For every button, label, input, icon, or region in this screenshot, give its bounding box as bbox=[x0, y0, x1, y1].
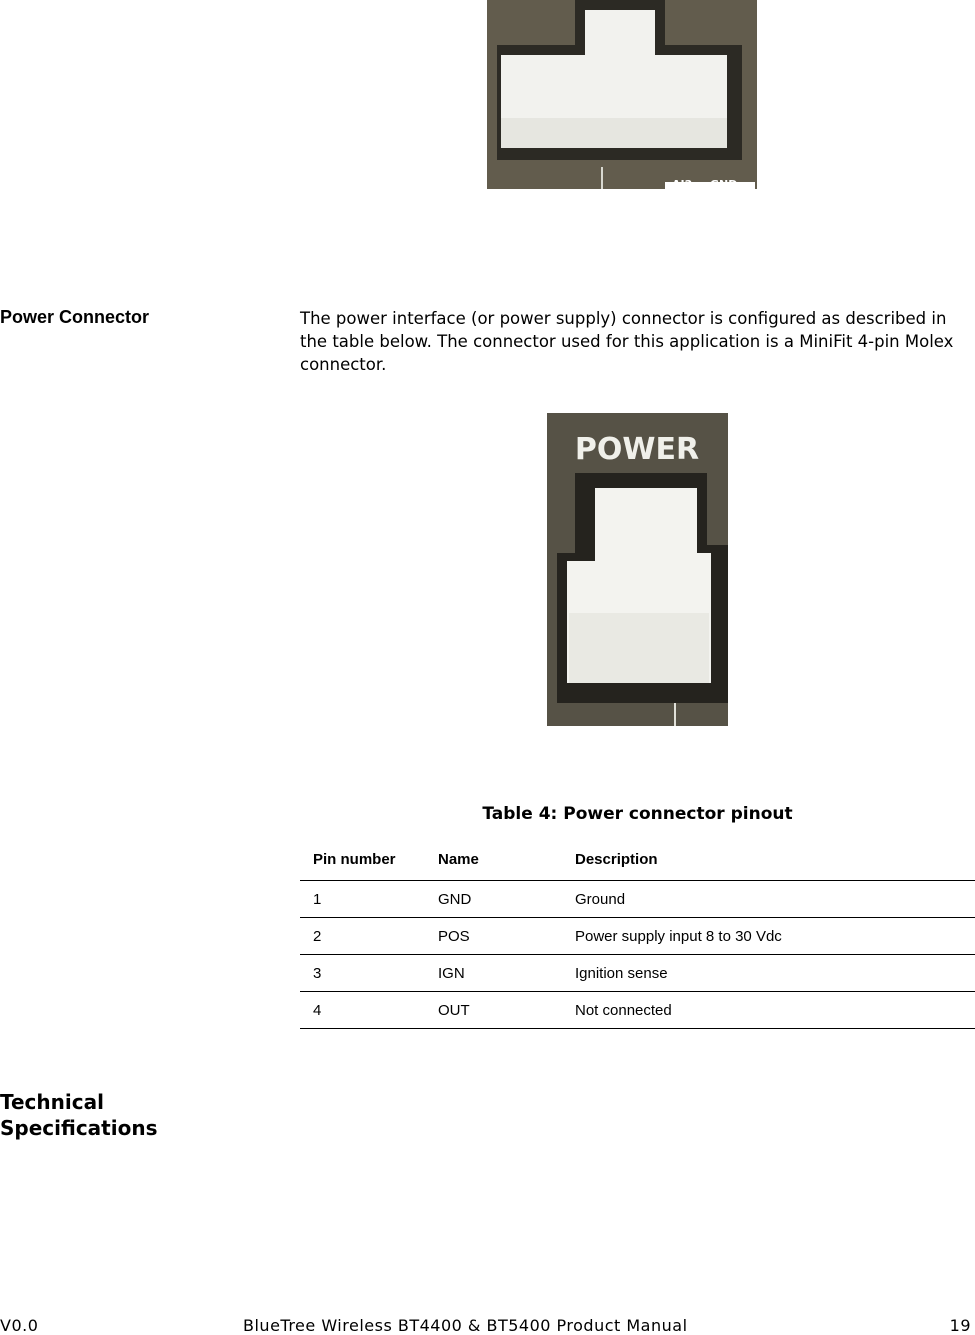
connector-photo-top bbox=[487, 0, 757, 189]
table-row bbox=[300, 992, 975, 1029]
section-paragraph: The power interface (or power supply) connector is configured as described in the table below. The connector used for this application is a MiniFit 4-pin Molex connector. bbox=[300, 309, 954, 374]
section-heading: Power Connector bbox=[0, 307, 150, 327]
table-header-row bbox=[300, 838, 975, 881]
table-row bbox=[300, 881, 975, 918]
cell-description: Ground bbox=[575, 881, 975, 918]
footer-version: V0.0 bbox=[0, 1316, 39, 1335]
header-pin-number: Pin number bbox=[300, 838, 438, 881]
cell-description: Ignition sense bbox=[575, 955, 975, 992]
cell-pin: 1 bbox=[300, 881, 438, 918]
cell-name: OUT bbox=[438, 992, 575, 1029]
table-caption: Table 4: Power connector pinout bbox=[482, 804, 793, 824]
cell-pin: 2 bbox=[300, 918, 438, 955]
cell-name: POS bbox=[438, 918, 575, 955]
footer-title: BlueTree Wireless BT4400 & BT5400 Product Manual bbox=[243, 1316, 688, 1335]
cell-pin: 4 bbox=[300, 992, 438, 1029]
pinout-table bbox=[300, 838, 975, 1029]
cell-pin: 3 bbox=[300, 955, 438, 992]
power-connector-photo bbox=[547, 413, 728, 726]
header-name: Name bbox=[438, 838, 575, 881]
table-row bbox=[300, 955, 975, 992]
power-label: POWER bbox=[574, 432, 700, 467]
label-ai2: AI2 bbox=[672, 178, 693, 189]
cell-name: IGN bbox=[438, 955, 575, 992]
cell-name: GND bbox=[438, 881, 575, 918]
cell-description: Not connected bbox=[575, 992, 975, 1029]
footer-page-number: 19 bbox=[949, 1316, 971, 1335]
cell-description: Power supply input 8 to 30 Vdc bbox=[575, 918, 975, 955]
label-gnd: GND bbox=[710, 178, 738, 189]
header-description: Description bbox=[575, 838, 975, 881]
table-row bbox=[300, 918, 975, 955]
technical-specifications-heading: Technical Specifications bbox=[0, 1090, 158, 1140]
